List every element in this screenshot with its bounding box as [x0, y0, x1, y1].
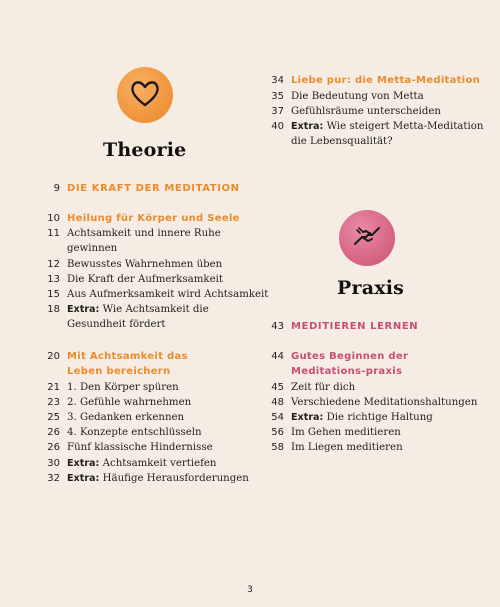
toc-entry[interactable] [38, 456, 217, 471]
page-number: 45 [271, 382, 284, 393]
page-number: 10 [47, 213, 60, 224]
page-number: 20 [47, 351, 60, 362]
chapter-label: DIE KRAFT DER MEDITATION [67, 183, 240, 194]
page-number: 15 [47, 289, 60, 300]
praxis-title: Praxis [337, 277, 405, 299]
toc-entry[interactable] [38, 410, 184, 425]
entry-label: Die Bedeutung von Metta [291, 91, 424, 102]
section-label: Mit Achtsamkeit das Leben bereichern [67, 351, 188, 378]
page-number: 40 [271, 121, 284, 132]
page-number: 11 [47, 228, 60, 239]
entry-label: Die Kraft der Aufmerksamkeit [67, 274, 223, 285]
entry-label: Zeit für dich [291, 382, 356, 393]
toc-entry[interactable] [262, 440, 403, 455]
toc-entry[interactable] [262, 395, 477, 410]
toc-entry[interactable] [38, 302, 257, 333]
page-number: 56 [271, 427, 284, 438]
toc-entry[interactable] [262, 410, 433, 425]
entry-label: Gefühlsräume unterscheiden [291, 106, 441, 117]
page-number: 26 [47, 442, 60, 453]
entry-label: Verschiedene Meditationshaltungen [291, 397, 478, 408]
extra-label: Extra: [67, 473, 100, 484]
toc-chapter-kraft[interactable] [38, 181, 240, 196]
toc-section-metta[interactable] [262, 73, 480, 88]
section-label: Heilung für Körper und Seele [67, 213, 240, 224]
entry-label: Wie steigert Metta-Meditation die Lebensqualität? [291, 121, 484, 148]
toc-entry[interactable] [38, 471, 249, 486]
extra-label: Extra: [67, 304, 100, 315]
toc-entry[interactable] [262, 425, 401, 440]
page-number: 44 [271, 351, 284, 362]
hands-icon [348, 217, 386, 259]
toc-entry[interactable] [262, 89, 424, 104]
entry-label: Aus Aufmerksamkeit wird Achtsamkeit [67, 289, 269, 300]
page-number: 23 [47, 397, 60, 408]
page-number: 34 [271, 75, 284, 86]
entry-label: 1. Den Körper spüren [67, 382, 179, 393]
toc-chapter-meditieren[interactable] [262, 319, 418, 334]
entry-label: Wie Achtsamkeit die Gesundheit fördert [67, 304, 209, 331]
entry-label: 2. Gefühle wahrnehmen [67, 397, 192, 408]
extra-label: Extra: [67, 458, 100, 469]
toc-entry[interactable] [38, 440, 213, 455]
page-number: 58 [271, 442, 284, 453]
toc-section-beginnen[interactable] [262, 349, 456, 380]
toc-entry[interactable] [262, 119, 486, 150]
entry-label: 3. Gedanken erkennen [67, 412, 185, 423]
page-number: 9 [53, 183, 60, 194]
page-number: 21 [47, 382, 60, 393]
toc-entry[interactable] [38, 380, 179, 395]
page-number: 18 [47, 304, 60, 315]
page-number: 43 [271, 321, 284, 332]
praxis-badge [339, 210, 395, 266]
page-number: 25 [47, 412, 60, 423]
toc-entry[interactable] [262, 380, 355, 395]
entry-label: Bewusstes Wahrnehmen üben [67, 259, 223, 270]
entry-label: Achtsamkeit und innere Ruhe gewinnen [67, 228, 221, 255]
page-number: 26 [47, 427, 60, 438]
page-number: 30 [47, 458, 60, 469]
entry-label: 4. Konzepte entschlüsseln [67, 427, 202, 438]
toc-entry[interactable] [38, 226, 247, 257]
page-number: 54 [271, 412, 284, 423]
toc-section-heilung[interactable] [38, 211, 240, 226]
page-number: 37 [271, 106, 284, 117]
section-label: Liebe pur: die Metta-Meditation [291, 75, 481, 86]
entry-label: Häufige Herausforderungen [102, 473, 249, 484]
page-number: 35 [271, 91, 284, 102]
heart-icon [128, 76, 162, 114]
toc-entry[interactable] [38, 287, 268, 302]
extra-label: Extra: [291, 412, 324, 423]
toc-entry[interactable] [38, 272, 223, 287]
chapter-label: MEDITIEREN LERNEN [291, 321, 419, 332]
toc-entry[interactable] [262, 104, 441, 119]
theorie-title: Theorie [103, 139, 187, 161]
entry-label: Die richtige Haltung [326, 412, 433, 423]
page-number: 12 [47, 259, 60, 270]
theorie-badge [117, 67, 173, 123]
toc-entry[interactable] [38, 257, 222, 272]
section-label: Gutes Beginnen der Meditations-praxis [291, 351, 409, 378]
folio-page-number: 3 [247, 585, 253, 595]
entry-label: Im Gehen meditieren [291, 427, 401, 438]
extra-label: Extra: [291, 121, 324, 132]
page-number: 48 [271, 397, 284, 408]
entry-label: Fünf klassische Hindernisse [67, 442, 213, 453]
toc-section-leben[interactable] [38, 349, 217, 380]
page-number: 13 [47, 274, 60, 285]
entry-label: Im Liegen meditieren [291, 442, 403, 453]
entry-label: Achtsamkeit vertiefen [102, 458, 217, 469]
toc-entry[interactable] [38, 395, 191, 410]
page-number: 32 [47, 473, 60, 484]
toc-entry[interactable] [38, 425, 202, 440]
